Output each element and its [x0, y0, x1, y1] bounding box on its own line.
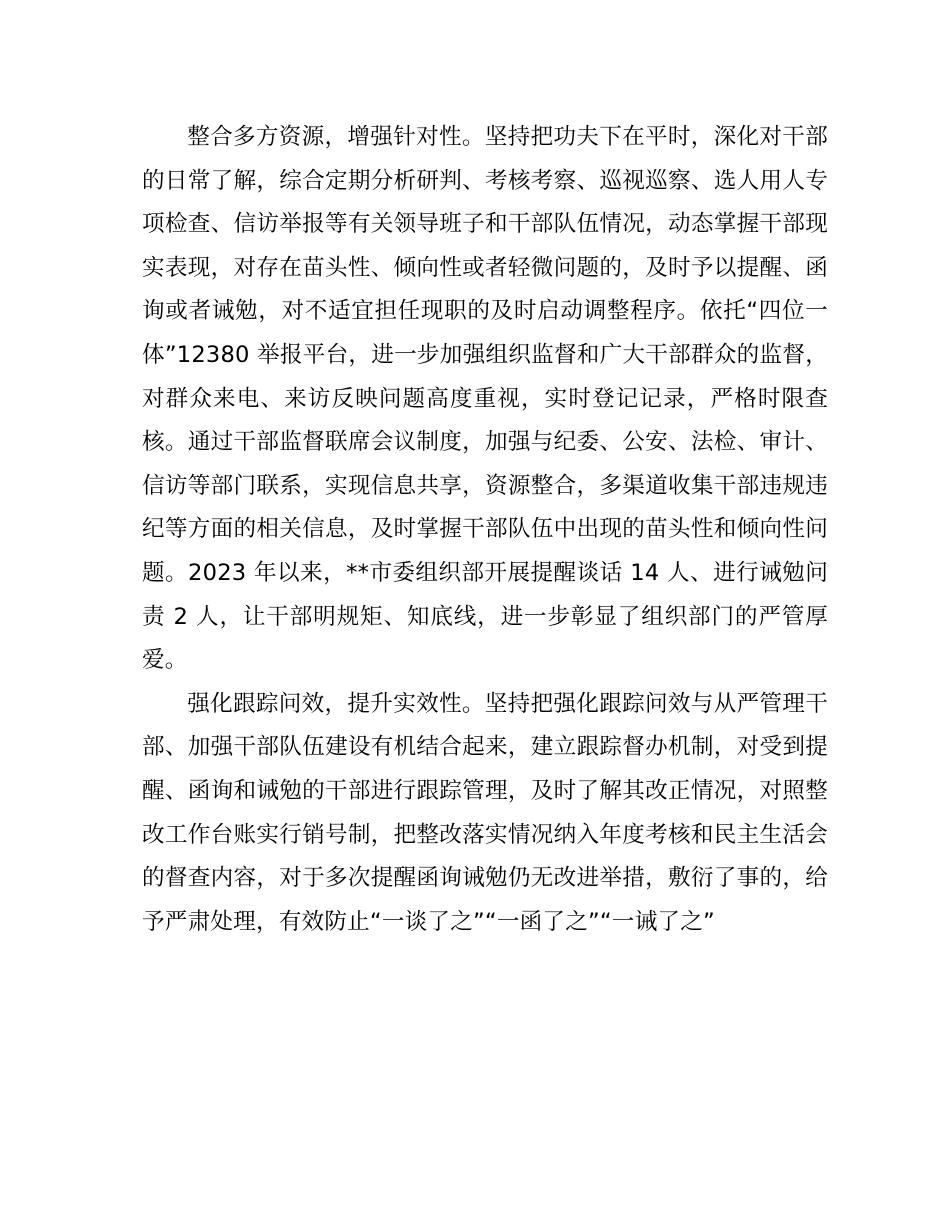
document-body	[142, 116, 828, 944]
paragraph-resource-integration: 整合多方资源，增强针对性。坚持把功夫下在平时，深化对干部的日常了解，综合定期分析研判、考核考察、巡视巡察、选人用人专项检查、信访举报等有关领导班子和干部队伍情况，动态掌握干部现实表现，对存在苗头性、倾向性或者轻微问题的，及时予以提醒、函询或者诫勉，对不适宜担任现职的及时启动调整程序。依托“四位一体”12380 举报平台，进一步加强组织监督和广大干部群众的监督，对群众来电、来访反映问题高度重视，实时登记记录，严格时限查核。通过干部监督联席会议制度，加强与纪委、公安、法检、审计、信访等部门联系，实现信息共享，资源整合，多渠道收集干部违规违纪等方面的相关信息，及时掌握干部队伍中出现的苗头性和倾向性问题。2023 年以来，**市委组织部开展提醒谈话 14 人、进行诫勉问责 2 人，让干部明规矩、知底线，进一步彰显了组织部门的严管厚爱。	[142, 124, 828, 674]
paragraph-tracking-accountability: 强化跟踪问效，提升实效性。坚持把强化跟踪问效与从严管理干部、加强干部队伍建设有机结合起来，建立跟踪督办机制，对受到提醒、函询和诫勉的干部进行跟踪管理，及时了解其改正情况，对照整改工作台账实行销号制，把整改落实情况纳入年度考核和民主生活会的督查内容，对于多次提醒函询诫勉仍无改进举措，敷衍了事的，给予严肃处理，有效防止“一谈了之”“一函了之”“一诫了之”	[142, 690, 828, 935]
